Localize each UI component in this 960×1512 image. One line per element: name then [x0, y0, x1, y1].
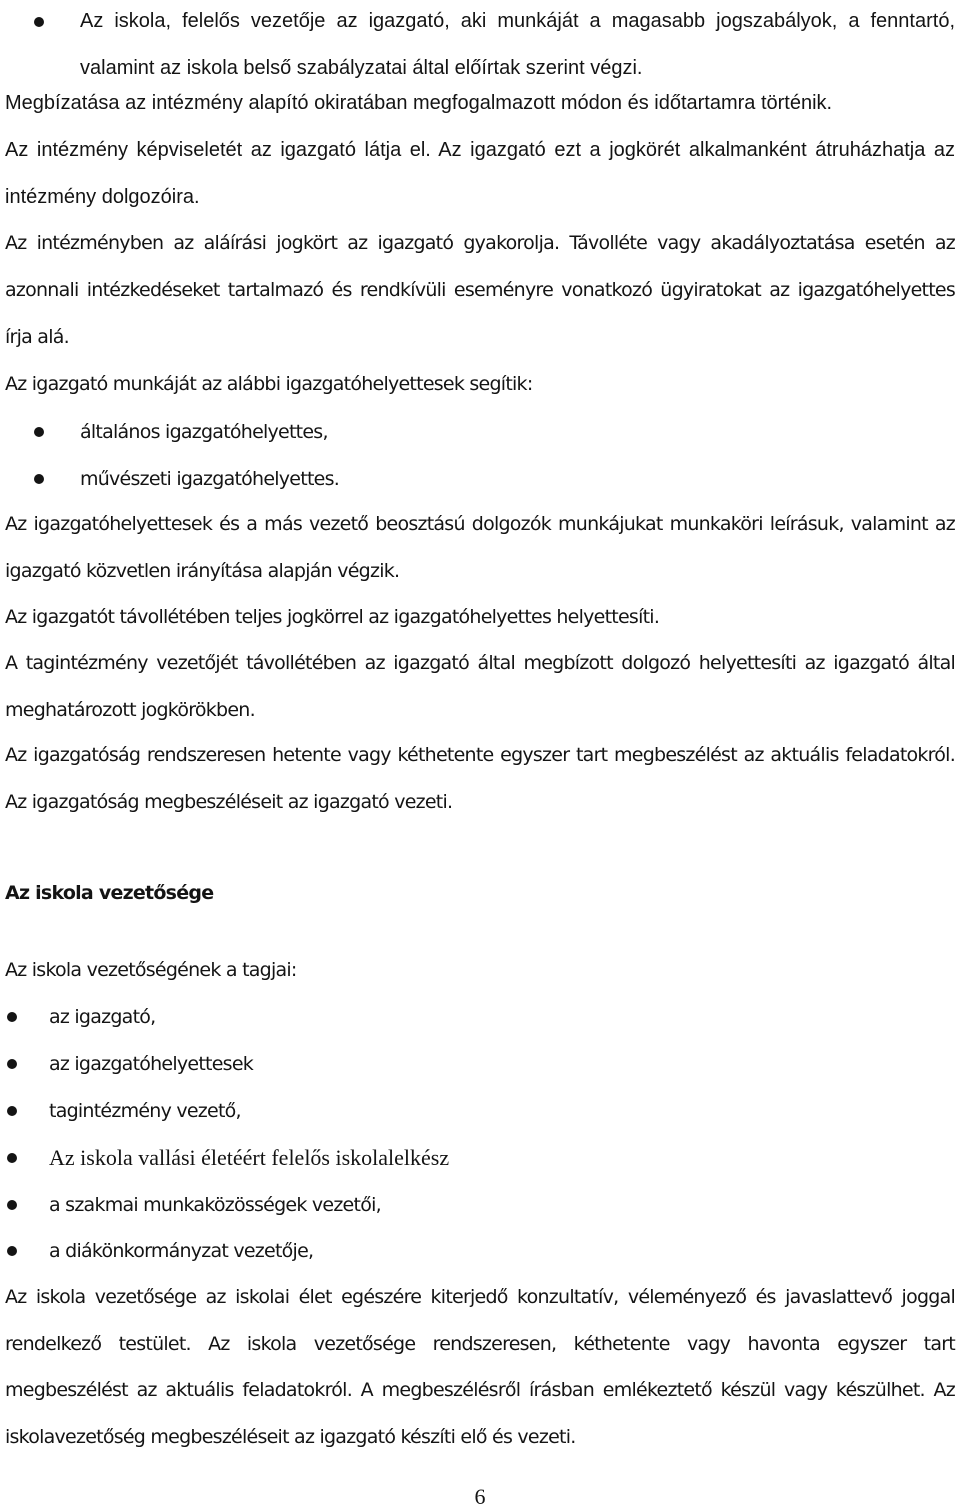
bullet-icon: [7, 1200, 17, 1210]
bullet-icon: [7, 1012, 17, 1022]
paragraph-member-institution: A tagintézmény vezetőjét távollétében az igazgató által megbízott dolgozó helyettesíti az igazgató által meghatározott jogkörökben.: [5, 652, 955, 721]
list-item-student-council-leader: a diákönkormányzat vezetője,: [49, 1240, 314, 1262]
paragraph-substitution: Az igazgatót távollétében teljes jogkörrel az igazgatóhelyettes helyettesíti.: [5, 606, 660, 628]
section-heading: Az iskola vezetősége: [5, 882, 214, 904]
bullet-icon: [7, 1059, 17, 1069]
list-item-arts-deputy: művészeti igazgatóhelyettes.: [80, 468, 340, 490]
list-item-working-group-leaders: a szakmai munkaközösségek vezetői,: [49, 1194, 381, 1216]
list-item-chaplain: Az iskola vallási életéért felelős iskolalelkész: [49, 1145, 450, 1170]
paragraph-directorate-meetings: Az igazgatóság rendszeresen hetente vagy kéthetente egyszer tart megbeszélést az aktuális feladatokról. Az igazgatóság megbeszéléseit az igazgató vezeti.: [5, 744, 955, 813]
list-item-member-institution-head: tagintézmény vezető,: [49, 1100, 241, 1122]
paragraph-mandate: Megbízatása az intézmény alapító okiratában megfogalmazott módon és időtartamra történik.: [5, 92, 833, 114]
paragraph-responsible-leader: Az iskola, felelős vezetője az igazgató, aki munkáját a magasabb jogszabályok, a fenntartó, valamint az iskola belső szabályzatai által előírtak szerint végzi.: [80, 10, 955, 79]
paragraph-leadership-role: Az iskola vezetősége az iskolai élet egészére kiterjedő konzultatív, véleményező és javaslattevő joggal rendelkező testület. Az iskola vezetősége rendszeresen, kéthetente vagy havonta egyszer tart megbeszélést az aktuális feladatokról. A megbeszélésről írásban emlékeztető készül vagy készülhet. Az iskolavezetőség megbeszéléseit az igazgató készíti elő és vezeti.: [5, 1286, 955, 1448]
page-number: 6: [474, 1484, 486, 1509]
paragraph-signature-rights: Az intézményben az aláírási jogkört az igazgató gyakorolja. Távolléte vagy akadályoztatása esetén az azonnali intézkedéseket tartalmazó és rendkívüli eseményre vonatkozó ügyiratokat az igazgatóhelyettes írja alá.: [5, 232, 955, 348]
paragraph-leadership-intro: Az iskola vezetőségének a tagjai:: [5, 959, 297, 981]
list-item-general-deputy: általános igazgatóhelyettes,: [80, 421, 328, 443]
list-item-deputies: az igazgatóhelyettesek: [49, 1053, 254, 1075]
bullet-icon: [7, 1246, 17, 1256]
paragraph-deputies-duties: Az igazgatóhelyettesek és a más vezető beosztású dolgozók munkájukat munkaköri leírásuk, valamint az igazgató közvetlen irányítása alapján végzik.: [5, 513, 955, 582]
bullet-icon: [7, 1106, 17, 1116]
bullet-icon: [34, 17, 44, 27]
list-item-principal: az igazgató,: [49, 1006, 156, 1028]
bullet-icon: [34, 474, 44, 484]
bullet-icon: [7, 1153, 17, 1163]
paragraph-deputies-intro: Az igazgató munkáját az alábbi igazgatóhelyettesek segítik:: [5, 373, 533, 395]
paragraph-representation: Az intézmény képviseletét az igazgató látja el. Az igazgató ezt a jogkörét alkalmanként átruházhatja az intézmény dolgozóira.: [5, 139, 955, 208]
bullet-icon: [34, 427, 44, 437]
